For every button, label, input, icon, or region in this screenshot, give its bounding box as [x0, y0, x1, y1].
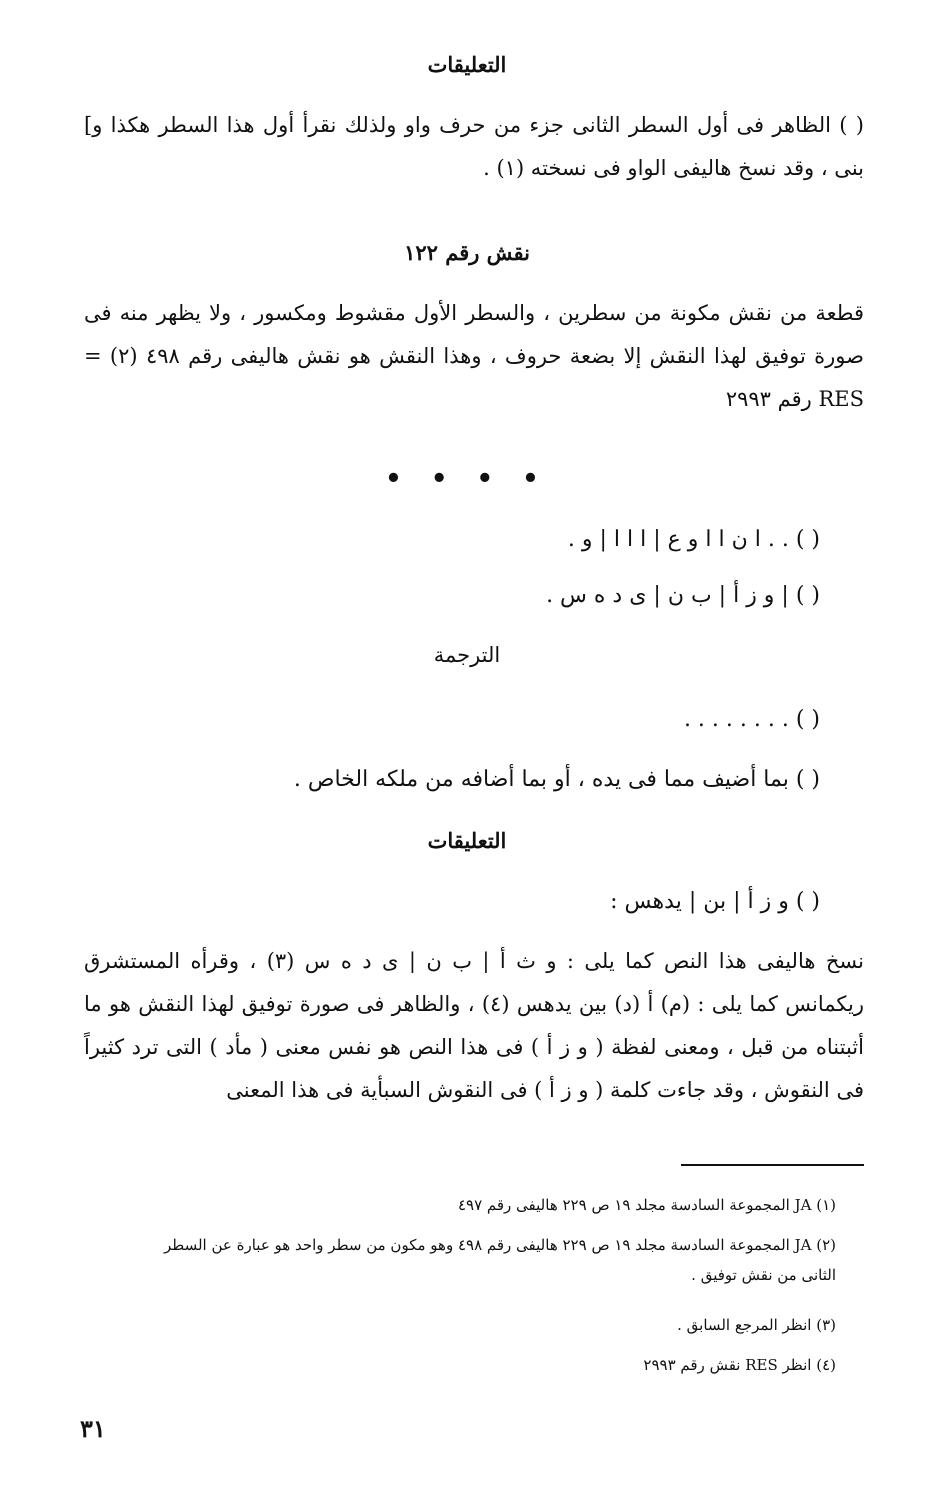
inscription-text-line-1: ( ) . . ا ن ا ا و ع | ا ا ا | و .	[567, 527, 820, 552]
page-number: ٣١	[80, 1414, 106, 1443]
translation-heading: الترجمة	[433, 643, 501, 667]
inscription-heading: نقش رقم ١٢٢	[404, 240, 530, 265]
translation-line-1: ( ) . . . . . . . .	[683, 707, 820, 732]
section-heading-notes-2: التعليقات	[427, 828, 507, 853]
footnote-2: (٢) JA المجموعة السادسة مجلد ١٩ ص ٢٢٩ هاليفى رقم ٤٩٨ وهو مكون من سطر واحد هو عبارة عن السطر الثانى من نقش توفيق .	[164, 1236, 836, 1284]
footnote-3: (٣) انظر المرجع السابق .	[677, 1316, 836, 1334]
ellipsis-divider: • • • •	[385, 464, 549, 494]
section-heading-notes: التعليقات	[427, 52, 507, 77]
notes-paragraph: ( ) الظاهر فى أول السطر الثانى جزء من حرف واو ولذلك نقرأ أول هذا السطر هكذا و] بنى ، وقد نسخ هاليفى الواو فى نسخته (١) .	[84, 113, 864, 180]
notes-line: ( ) و ز أ | بن | يدهس :	[610, 889, 820, 914]
footnote-4: (٤) انظر RES نقش رقم ٢٩٩٣	[643, 1356, 836, 1374]
inscription-description: قطعة من نقش مكونة من سطرين ، والسطر الأول مقشوط ومكسور ، ولا يظهر منه فى صورة توفيق لهذا النقش إلا بضعة حروف ، وهذا النقش هو نقش هاليفى رقم ٤٩٨ (٢) = RES رقم ٢٩٩٣	[84, 301, 864, 411]
inscription-text-line-2: ( ) | و ز أ | ب ن | ى د ه س .	[546, 583, 820, 608]
footnote-1: (١) JA المجموعة السادسة مجلد ١٩ ص ٢٢٩ هاليفى رقم ٤٩٧	[457, 1196, 836, 1214]
notes-paragraph-2: نسخ هاليفى هذا النص كما يلى : و ث أ | ب ن | ى د ه س (٣) ، وقرأه المستشرق ريكمانس كما يلى : (م) أ (د) بين يدهس (٤) ، والظاهر فى صورة توفيق لهذا النقش هو ما أثبتناه من قبل ، ومعنى لفظة ( و ز أ ) فى هذا النص هو نفس معنى ( مأد ) التى ترد كثيراً فى النقوش ، وقد جاءت كلمة ( و ز أ ) فى النقوش السبأية فى هذا المعنى	[84, 949, 864, 1102]
footnote-separator	[681, 1164, 864, 1166]
translation-line-2: ( ) بما أضيف مما فى يده ، أو بما أضافه من ملكه الخاص .	[293, 767, 820, 792]
